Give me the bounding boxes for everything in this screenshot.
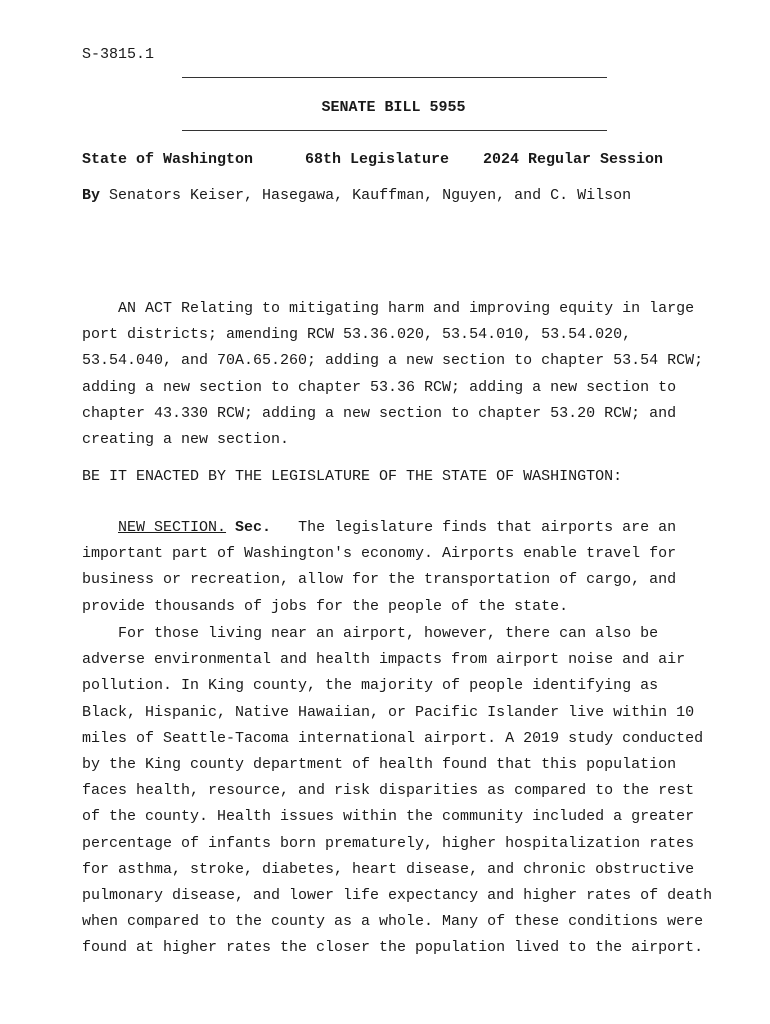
new-section-label: NEW SECTION.: [118, 519, 227, 536]
bill-title: SENATE BILL 5955: [321, 99, 466, 116]
act-title-paragraph: AN ACT Relating to mitigating harm and improving equity in large port districts; amending RCW 53.36.020, 53.54.010, 53.54.020, 53.54.040, and 70A.65.260; adding a new section to chapter 53.54 RCW; adding a new section to chapter 53.36 RCW; adding a new section to chapter 43.330 RCW; adding a new section to chapter 53.20 RCW; and creating a new section.: [82, 300, 704, 449]
session-name: 2024 Regular Session: [483, 151, 664, 168]
sponsors-line: [82, 187, 631, 205]
sponsor-names: Senators Keiser, Hasegawa, Kauffman, Nguyen, and C. Wilson: [109, 187, 632, 204]
title-top-rule: [182, 77, 607, 78]
title-bottom-rule: [182, 130, 607, 131]
section-paragraph-1: [82, 515, 714, 620]
enacting-clause: BE IT ENACTED BY THE LEGISLATURE OF THE STATE OF WASHINGTON:: [82, 468, 623, 485]
sec-label: Sec.: [235, 519, 272, 536]
section-paragraph-2: For those living near an airport, however, there can also be adverse environmental and health impacts from airport noise and air pollution. In King county, the majority of people identifying as Black, Hispanic, Native Hawaiian, or Pacific Islander live within 10 miles of Seattle-Tacoma international airport. A 2019 study conducted by the King county department of health found that this population faces health, resource, and risk disparities as compared to the rest of the county. Health issues within the community included a greater percentage of infants born prematurely, higher hospitalization rates for asthma, stroke, diabetes, heart disease, and chronic obstructive pulmonary disease, and lower life expectancy and higher rates of death when compared to the county as a whole. Many of these conditions were found at higher rates the closer the population lived to the airport.: [82, 625, 713, 957]
legislature-number: 68th Legislature: [305, 151, 450, 168]
document-id: S-3815.1: [82, 46, 155, 63]
by-label: By: [82, 187, 101, 204]
section-paragraph-1-text: The legislature finds that airports are an important part of Washington's economy. Airports enable travel for business or recreation, allow for the transportation of cargo, and provide thousands of jobs for the people of the state.: [82, 519, 677, 615]
state-name: State of Washington: [82, 151, 254, 168]
